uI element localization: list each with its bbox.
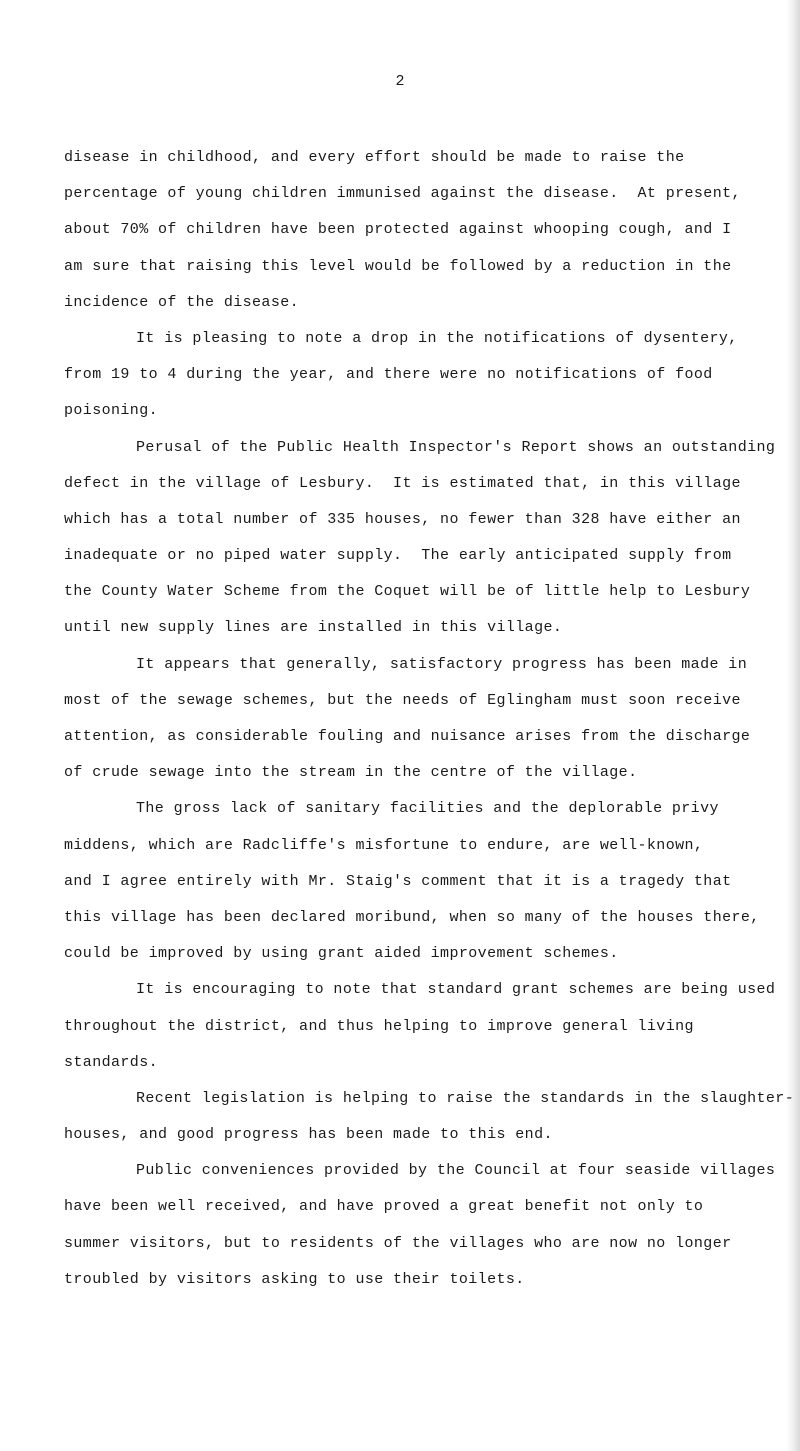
text-line: poisoning.: [64, 402, 159, 420]
text-line: most of the sewage schemes, but the needs of Eglingham must soon receive: [64, 691, 741, 709]
text-line: Public conveniences provided by the Council at four seaside villages: [136, 1162, 776, 1180]
text-line: It appears that generally, satisfactory progress has been made in: [136, 655, 748, 673]
text-line: this village has been declared moribund, when so many of the houses there,: [64, 908, 760, 926]
text-line: percentage of young children immunised against the disease. At present,: [64, 185, 741, 203]
text-line: could be improved by using grant aided improvement schemes.: [64, 945, 619, 963]
text-line: The gross lack of sanitary facilities and the deplorable privy: [136, 800, 719, 818]
text-line: troubled by visitors asking to use their toilets.: [64, 1270, 525, 1288]
text-line: disease in childhood, and every effort should be made to raise the: [64, 149, 685, 166]
text-line: am sure that raising this level would be followed by a reduction in the: [64, 257, 732, 275]
text-line: throughout the district, and thus helping to improve general living: [64, 1017, 694, 1035]
text-line: which has a total number of 335 houses, no fewer than 328 have either an: [64, 510, 741, 528]
text-line: have been well received, and have proved a great benefit not only to: [64, 1198, 704, 1216]
text-line: middens, which are Radcliffe's misfortune to endure, are well-known,: [64, 836, 704, 854]
text-line: defect in the village of Lesbury. It is estimated that, in this village: [64, 474, 741, 492]
text-line: about 70% of children have been protected against whooping cough, and I: [64, 221, 732, 239]
text-line: houses, and good progress has been made to this end.: [64, 1126, 553, 1144]
text-line: It is encouraging to note that standard grant schemes are being used: [136, 981, 776, 999]
text-line: the County Water Scheme from the Coquet will be of little help to Lesbury: [64, 583, 751, 601]
text-line: incidence of the disease.: [64, 293, 300, 311]
text-line: Recent legislation is helping to raise the standards in the slaughter-: [136, 1089, 795, 1107]
text-line: standards.: [64, 1053, 159, 1071]
text-line: from 19 to 4 during the year, and there were no notifications of food: [64, 366, 713, 384]
page-number: 2: [395, 73, 405, 90]
text-line: summer visitors, but to residents of the villages who are now no longer: [64, 1234, 732, 1252]
report-body-text: [64, 140, 800, 1298]
text-line: inadequate or no piped water supply. The early anticipated supply from: [64, 547, 732, 565]
text-line: attention, as considerable fouling and nuisance arises from the discharge: [64, 728, 751, 745]
text-line: Perusal of the Public Health Inspector's Report shows an outstanding: [136, 438, 776, 456]
text-line: and I agree entirely with Mr. Staig's comment that it is a tragedy that: [64, 872, 732, 890]
text-line: of crude sewage into the stream in the centre of the village.: [64, 764, 638, 782]
text-line: until new supply lines are installed in this village.: [64, 619, 563, 637]
text-line: It is pleasing to note a drop in the notifications of dysentery,: [136, 329, 738, 347]
